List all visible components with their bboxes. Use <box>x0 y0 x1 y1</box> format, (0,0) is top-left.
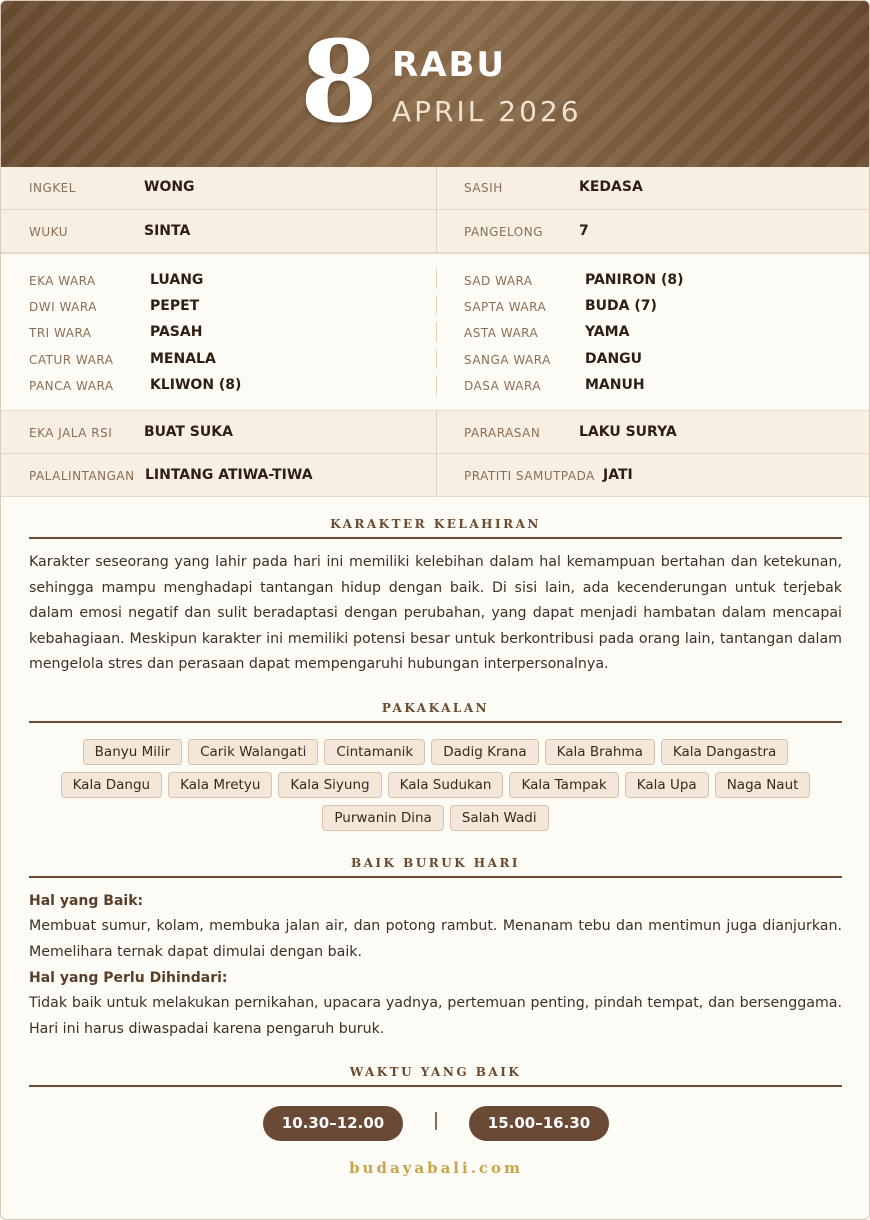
bad-text: Tidak baik untuk melakukan pernikahan, upacara yadnya, pertemuan penting, pindah tempat, dan bersenggama. Hari ini harus diwaspadai karena pengaruh buruk. <box>29 995 842 1037</box>
info-row-ingkel-sasih <box>1 167 870 210</box>
ingkel-label: INGKEL <box>29 181 76 195</box>
pararasan-label: PARARASAN <box>464 426 541 440</box>
sanga-wara-label: SANGA WARA <box>464 353 551 367</box>
wuku-value: SINTA <box>144 223 191 239</box>
sasih-label: SASIH <box>464 181 503 195</box>
sad-wara-label: SAD WARA <box>464 274 533 288</box>
pakakalan-chip: Banyu Milir <box>83 739 182 765</box>
sad-wara-value: PANIRON (8) <box>585 272 684 288</box>
pakakalan-chip: Salah Wadi <box>450 805 549 831</box>
dwi-wara-value: PEPET <box>150 298 200 314</box>
day-name: RABU <box>392 45 507 85</box>
panca-wara-label: PANCA WARA <box>29 379 114 393</box>
month-year: APRIL 2026 <box>392 95 582 128</box>
date-header <box>1 1 870 167</box>
footer-site-link[interactable]: budayabali.com <box>349 1159 523 1177</box>
pakakalan-chip: Naga Naut <box>715 772 811 798</box>
dasa-wara-value: MANUH <box>585 377 645 393</box>
pararasan-value: LAKU SURYA <box>579 424 677 440</box>
pangelong-value: 7 <box>579 223 589 239</box>
pakakalan-chip: Cintamanik <box>324 739 425 765</box>
waktu-title: WAKTU YANG BAIK <box>349 1065 522 1079</box>
asta-wara-label: ASTA WARA <box>464 326 539 340</box>
eka-wara-label: EKA WARA <box>29 274 96 288</box>
eka-wara-value: LUANG <box>150 272 204 288</box>
ingkel-value: WONG <box>144 179 195 195</box>
good-text: Membuat sumur, kolam, membuka jalan air, dan potong rambut. Menanam tebu dan mentimun juga dianjurkan. Memelihara ternak dapat dimulai dengan baik. <box>29 918 842 960</box>
sanga-wara-value: DANGU <box>585 351 643 367</box>
time-slot-1: 10.30–12.00 <box>263 1106 403 1141</box>
pakakalan-chip: Kala Upa <box>625 772 709 798</box>
pakakalan-chip: Dadig Krana <box>431 739 538 765</box>
pakakalan-list <box>29 739 842 831</box>
panca-wara-value: KLIWON (8) <box>150 377 242 393</box>
info-row-wuku-pangelong <box>1 210 870 253</box>
eka-jala-rsi-label: EKA JALA RSI <box>29 426 113 440</box>
time-slot-2: 15.00–16.30 <box>469 1106 609 1141</box>
bad-heading: Hal yang Perlu Dihindari: <box>29 970 228 986</box>
wara-grid <box>1 253 870 411</box>
sasih-value: KEDASA <box>579 179 643 195</box>
pakakalan-chip: Purwanin Dina <box>322 805 443 831</box>
baik-buruk-title: BAIK BURUK HARI <box>350 856 521 870</box>
sapta-wara-label: SAPTA WARA <box>464 300 547 314</box>
pakakalan-chip: Carik Walangati <box>188 739 318 765</box>
waktu-divider <box>29 1085 842 1087</box>
pakakalan-chip: Kala Siyung <box>278 772 381 798</box>
sapta-wara-value: BUDA (7) <box>585 298 657 314</box>
pakakalan-divider <box>29 721 842 723</box>
wuku-label: WUKU <box>29 225 68 239</box>
info-row-palalintangan-pratiti <box>1 454 870 497</box>
info-row-ekajalarsi-pararasan <box>1 411 870 454</box>
karakter-divider <box>29 537 842 539</box>
dwi-wara-label: DWI WARA <box>29 300 97 314</box>
karakter-title: KARAKTER KELAHIRAN <box>330 517 541 531</box>
pakakalan-title: PAKAKALAN <box>381 701 490 715</box>
time-separator <box>435 1112 437 1130</box>
pratiti-samutpada-value: JATI <box>603 467 633 483</box>
pakakalan-chip: Kala Tampak <box>509 772 618 798</box>
asta-wara-value: YAMA <box>585 324 630 340</box>
eka-jala-rsi-value: BUAT SUKA <box>144 424 233 440</box>
tri-wara-label: TRI WARA <box>29 326 92 340</box>
baik-buruk-divider <box>29 876 842 878</box>
palalintangan-label: PALALINTANGAN <box>29 469 135 483</box>
pakakalan-chip: Kala Dangu <box>61 772 163 798</box>
pangelong-label: PANGELONG <box>464 225 544 239</box>
karakter-text: Karakter seseorang yang lahir pada hari ini memiliki kelebihan dalam hal kemampuan bertahan dan ketekunan, sehingga mampu menghadapi tantangan hidup dengan baik. Di sisi lain, ada kecenderungan untuk terjebak dalam emosi negatif dan sulit beradaptasi dengan perubahan, yang dapat menjadi hambatan dalam mencapai kebahagiaan. Meskipun karakter ini memiliki potensi besar untuk berkontribusi pada orang lain, tantangan dalam mengelola stres dan perasaan dapat mempengaruhi hubungan interpersonalnya. <box>29 554 842 672</box>
pakakalan-chip: Kala Sudukan <box>388 772 504 798</box>
dasa-wara-label: DASA WARA <box>464 379 542 393</box>
good-heading: Hal yang Baik: <box>29 893 144 909</box>
pakakalan-chip: Kala Brahma <box>545 739 655 765</box>
tri-wara-value: PASAH <box>150 324 203 340</box>
day-number: 8 <box>300 17 378 148</box>
pakakalan-chip: Kala Dangastra <box>661 739 788 765</box>
catur-wara-value: MENALA <box>150 351 216 367</box>
palalintangan-value: LINTANG ATIWA-TIWA <box>145 467 313 483</box>
pratiti-samutpada-label: PRATITI SAMUTPADA <box>464 469 595 483</box>
catur-wara-label: CATUR WARA <box>29 353 114 367</box>
pakakalan-chip: Kala Mretyu <box>168 772 272 798</box>
